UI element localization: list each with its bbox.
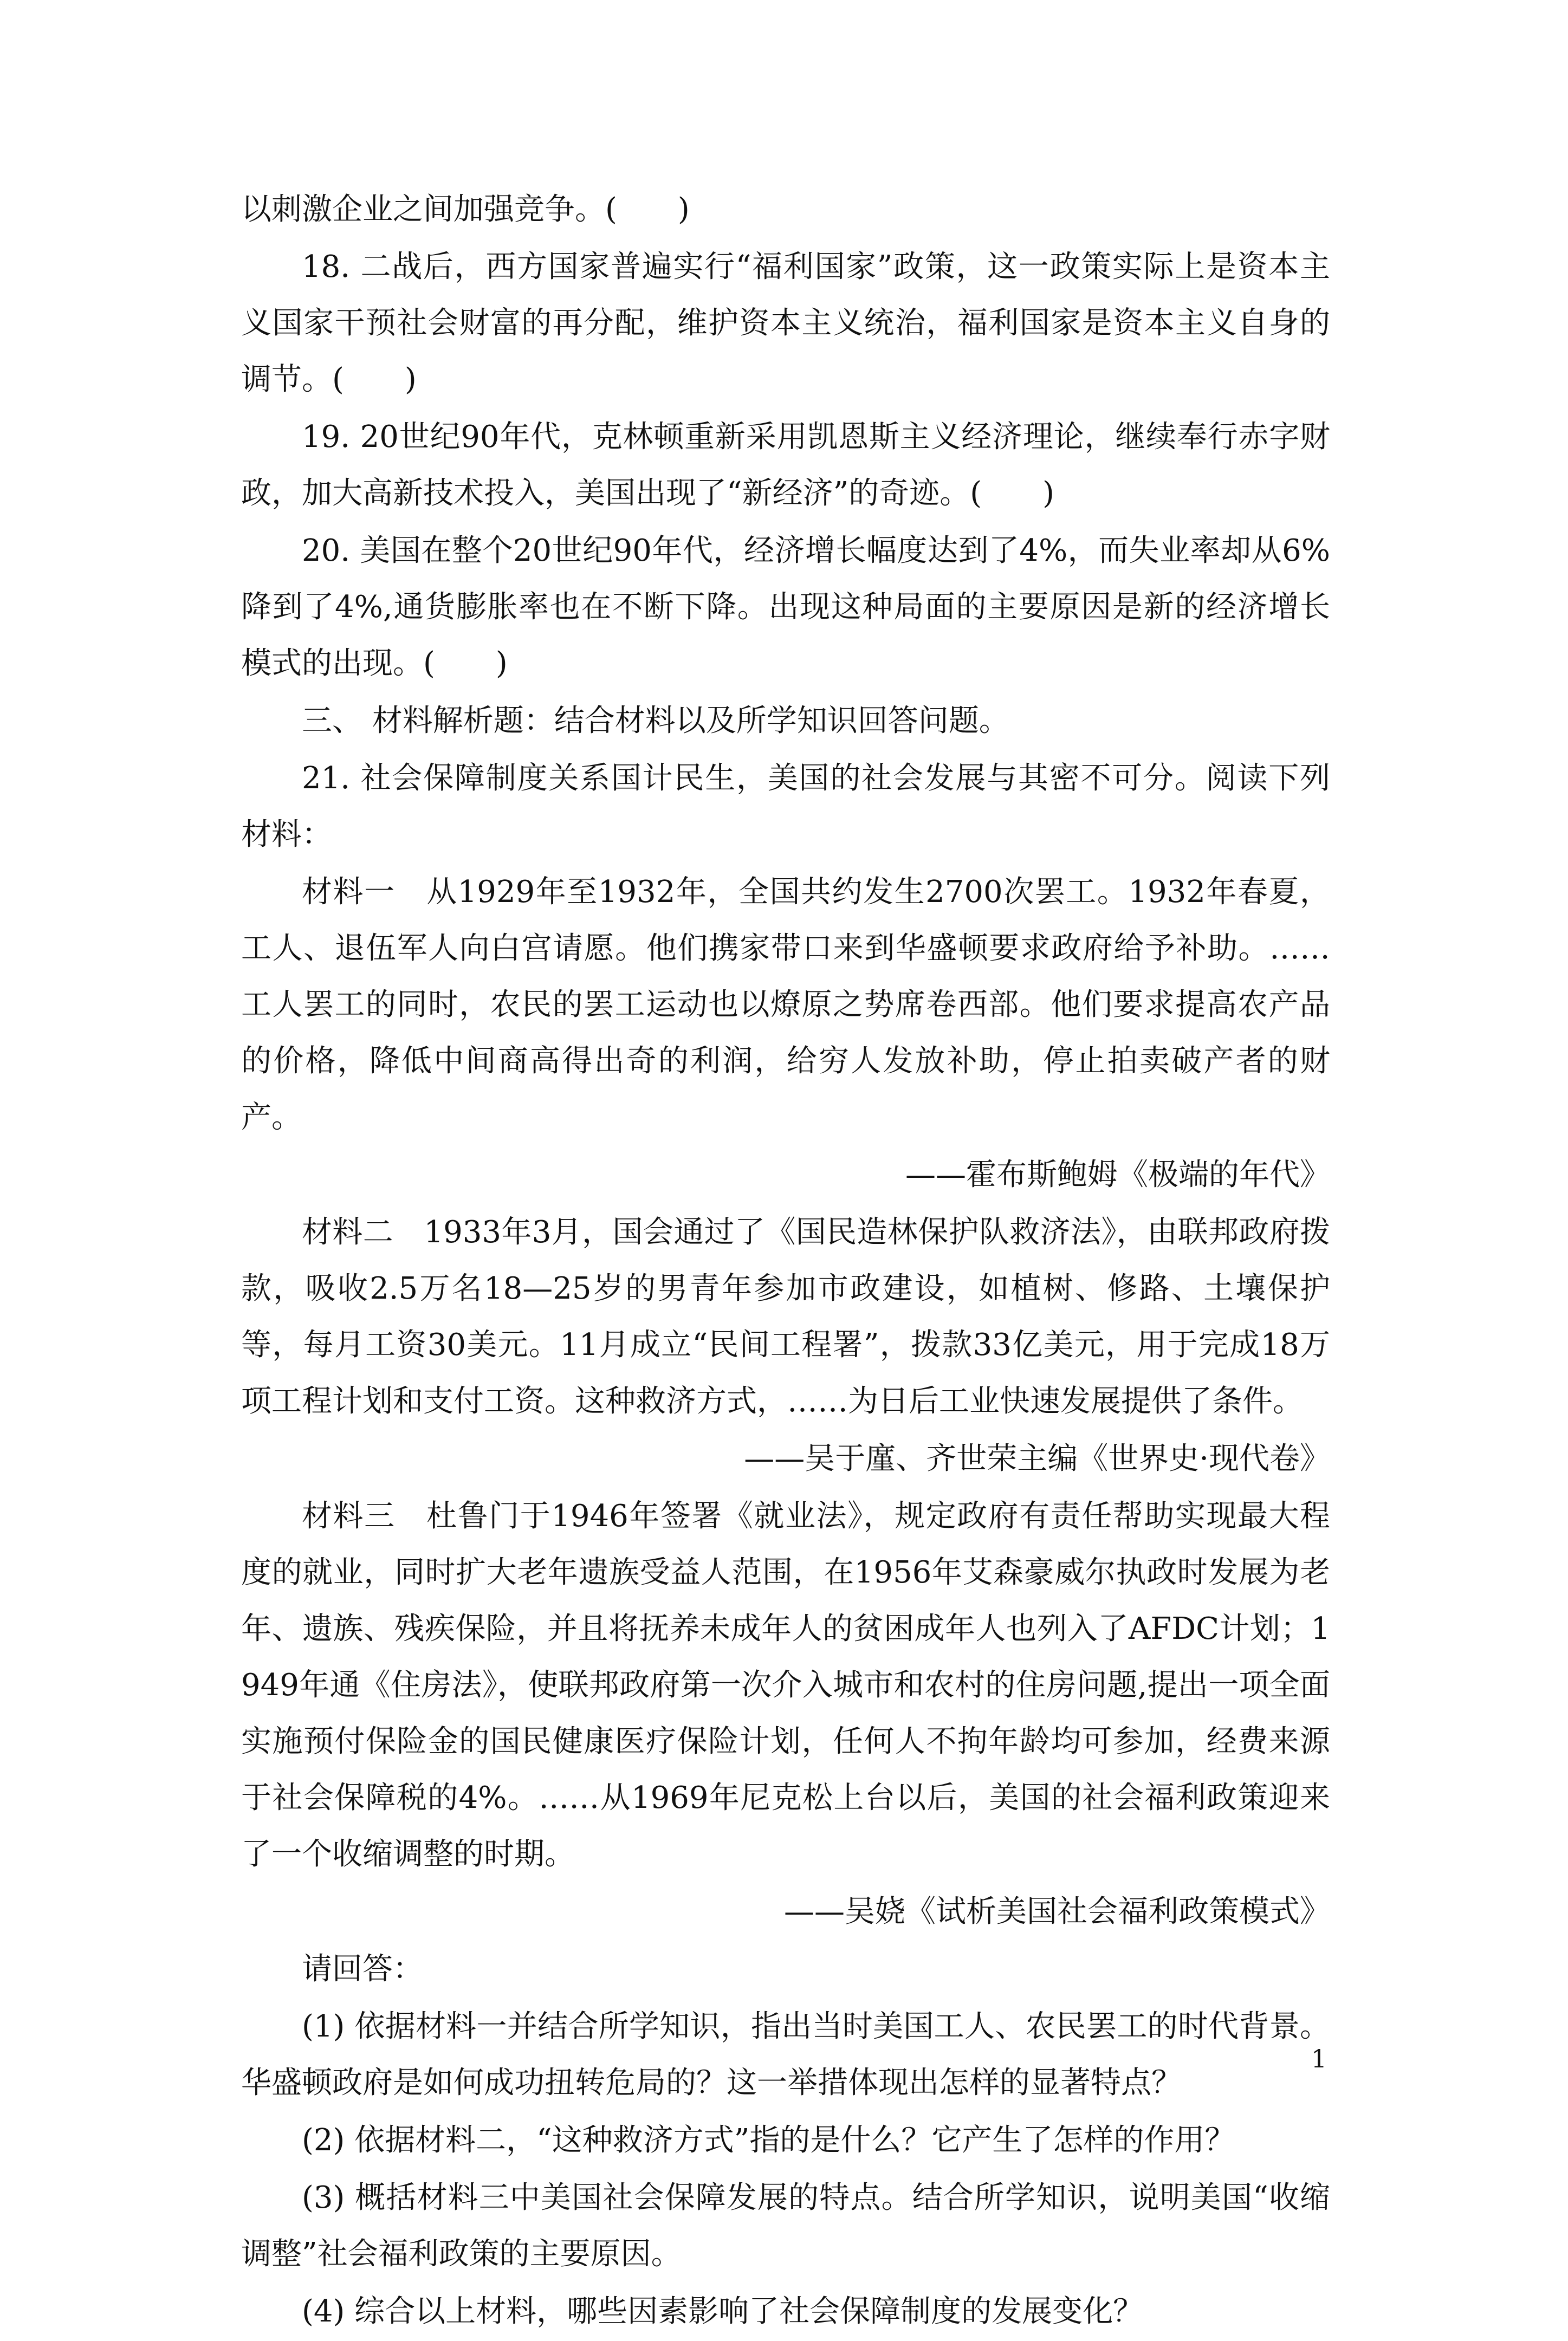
sub-question-3: (3) 概括材料三中美国社会保障发展的特点。结合所学知识，说明美国“收缩调整”社会福利政策的主要原因。	[241, 2180, 1330, 2272]
question-18: 18. 二战后，西方国家普遍实行“福利国家”政策，这一政策实际上是资本主义国家干预社会财富的再分配，维护资本主义统治，福利国家是资本主义自身的调节。( )	[241, 249, 1330, 397]
material-one: 材料一 从1929年至1932年，全国共约发生2700次罢工。1932年春夏，工人、退伍军人向白宫请愿。他们携家带口来到华盛顿要求政府给予补助。……工人罢工的同时，农民的罢工运动也以燎原之势席卷西部。他们要求提高农产品的价格，降低中间商高得出奇的利润，给穷人发放补助，停止拍卖破产者的财产。	[241, 874, 1331, 1135]
question-21: 21. 社会保障制度关系国计民生，美国的社会发展与其密不可分。阅读下列材料：	[241, 761, 1330, 852]
page-number: 1	[1311, 2044, 1327, 2073]
material-two: 材料二 1933年3月，国会通过了《国民造林保护队救济法》，由联邦政府拨款，吸收2.5万名18—25岁的男青年参加市政建设，如植树、修路、土壤保护等，每月工资30美元。11月成立“民间工程署”，拨款33亿美元，用于完成18万项工程计划和支付工资。这种救济方式，……为日后工业快速发展提供了条件。	[241, 1215, 1330, 1419]
page-content	[241, 181, 1330, 2341]
sub-question-1: (1) 依据材料一并结合所学知识，指出当时美国工人、农民罢工的时代背景。华盛顿政府是如何成功扭转危局的？这一举措体现出怎样的显著特点？	[241, 2009, 1330, 2100]
material-three: 材料三 杜鲁门于1946年签署《就业法》，规定政府有责任帮助实现最大程度的就业，同时扩大老年遗族受益人范围，在1956年艾森豪威尔执政时发展为老年、遗族、残疾保险，并且将抚养未成年人的贫困成年人也列入了AFDC计划；1949年通《住房法》，使联邦政府第一次介入城市和农村的住房问题,提出一项全面实施预付保险金的国民健康医疗保险计划，任何人不拘年龄均可参加，经费来源于社会保障税的4%。……从1969年尼克松上台以后，美国的社会福利政策迎来了一个收缩调整的时期。	[241, 1499, 1330, 1872]
question-17-continuation: 以刺激企业之间加强竞争。( )	[241, 192, 690, 227]
material-three-source: ——吴娆《试析美国社会福利政策模式》	[784, 1894, 1330, 1929]
sub-question-4: (4) 综合以上材料，哪些因素影响了社会保障制度的发展变化？	[302, 2294, 1144, 2329]
material-one-source: ——霍布斯鲍姆《极端的年代》	[905, 1157, 1330, 1192]
section-three-heading: 三、 材料解析题：结合材料以及所学知识回答问题。	[302, 703, 1009, 738]
question-20: 20. 美国在整个20世纪90年代，经济增长幅度达到了4%，而失业率却从6%降到了4%,通货膨胀率也在不断下降。出现这种局面的主要原因是新的经济增长模式的出现。( )	[241, 533, 1330, 681]
material-two-source: ——吴于廑、齐世荣主编《世界史·现代卷》	[744, 1441, 1330, 1476]
question-19: 19. 20世纪90年代，克林顿重新采用凯恩斯主义经济理论，继续奉行赤字财政，加大高新技术投入，美国出现了“新经济”的奇迹。( )	[241, 419, 1330, 511]
answer-prompt: 请回答：	[302, 1951, 423, 1987]
sub-question-2: (2) 依据材料二，“这种救济方式”指的是什么？它产生了怎样的作用？	[302, 2123, 1235, 2158]
